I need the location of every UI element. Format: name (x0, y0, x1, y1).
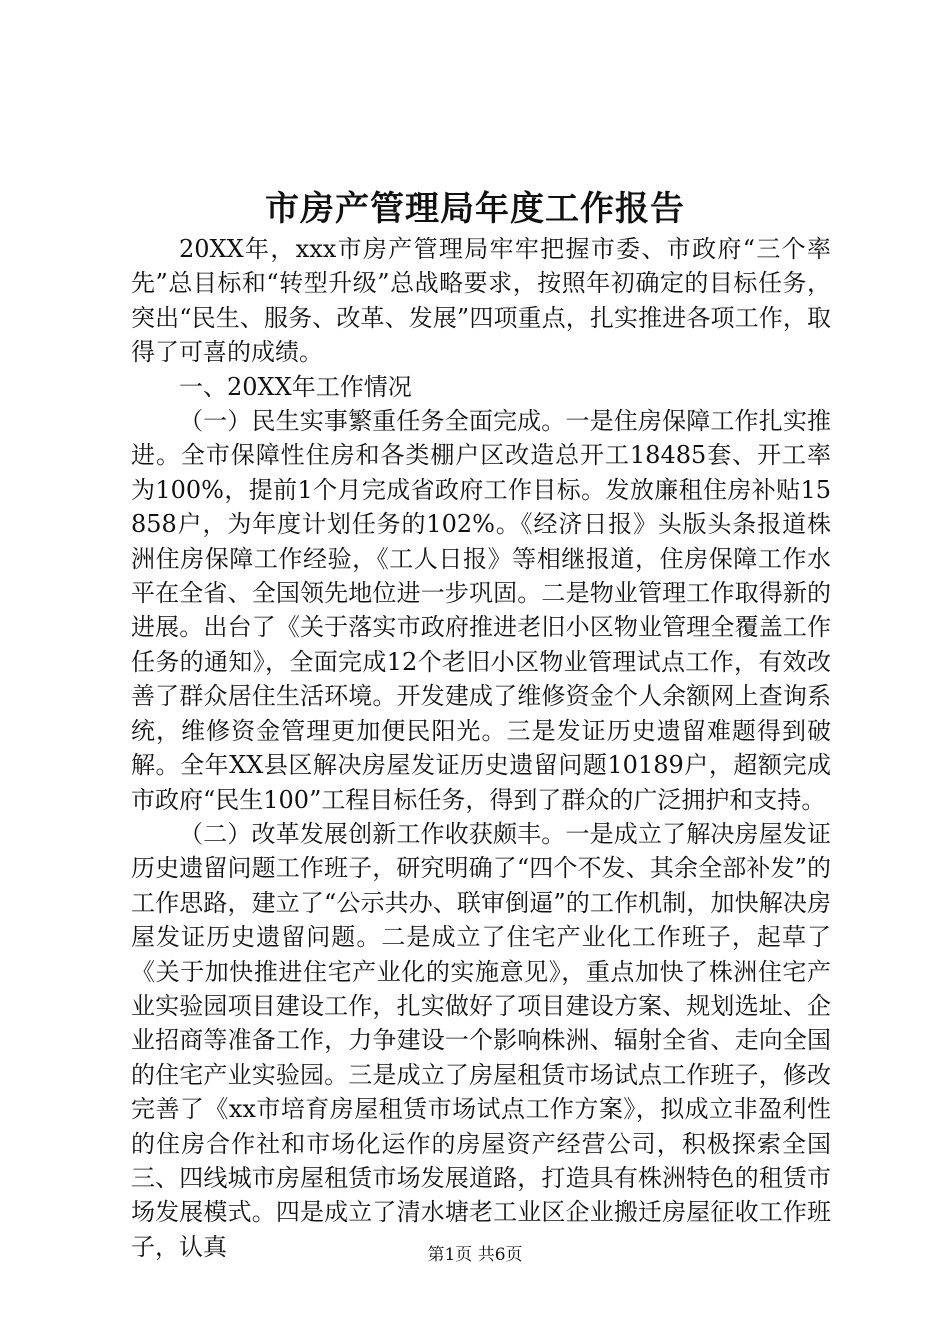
page-number: 第1页 共6页 (427, 1245, 523, 1265)
document-body (131, 232, 831, 1264)
intro-paragraph: 20XX年，xxx市房产管理局牢牢把握市委、市政府“三个率先”总目标和“转型升级”总战略要求，按照年初确定的目标任务，突出“民生、服务、改革、发展”四项重点，扎实推进各项工作，取得了可喜的成绩。 (131, 235, 831, 367)
document-title: 市房产管理局年度工作报告 (265, 189, 685, 229)
section-paragraph-1: （一）民生实事繁重任务全面完成。一是住房保障工作扎实推进。全市保障性住房和各类棚户区改造总开工18485套、开工率为100%，提前1个月完成省政府工作目标。发放廉租住房补贴15858户，为年度计划任务的102%。《经济日报》头版头条报道株洲住房保障工作经验，《工人日报》等相继报道，住房保障工作水平在全省、全国领先地位进一步巩固。二是物业管理工作取得新的进展。出台了《关于落实市政府推进老旧小区物业管理全覆盖工作任务的通知》，全面完成12个老旧小区物业管理试点工作，有效改善了群众居住生活环境。开发建成了维修资金个人余额网上查询系统，维修资金管理更加便民阳光。三是发证历史遗留难题得到破解。全年XX县区解决房屋发证历史遗留问题10189户，超额完成市政府“民生100”工程目标任务，得到了群众的广泛拥护和支持。 (131, 407, 831, 814)
section-heading: 一、20XX年工作情况 (179, 372, 412, 401)
section-paragraph-2: （二）改革发展创新工作收获颇丰。一是成立了解决房屋发证历史遗留问题工作班子，研究明确了“四个不发、其余全部补发”的工作思路，建立了“公示共办、联审倒逼”的工作机制，加快解决房屋发证历史遗留问题。二是成立了住宅产业化工作班子，起草了《关于加快推进住宅产业化的实施意见》，重点加快了株洲住宅产业实验园项目建设工作，扎实做好了项目建设方案、规划选址、企业招商等准备工作，力争建设一个影响株洲、辐射全省、走向全国的住宅产业实验园。三是成立了房屋租赁市场试点工作班子，修改完善了《xx市培育房屋租赁市场试点工作方案》，拟成立非盈利性的住房合作社和市场化运作的房屋资产经营公司，积极探索全国三、四线城市房屋租赁市场发展道路，打造具有株洲特色的租赁市场发展模式。四是成立了清水塘老工业区企业搬迁房屋征收工作班子，认真 (131, 819, 831, 1261)
